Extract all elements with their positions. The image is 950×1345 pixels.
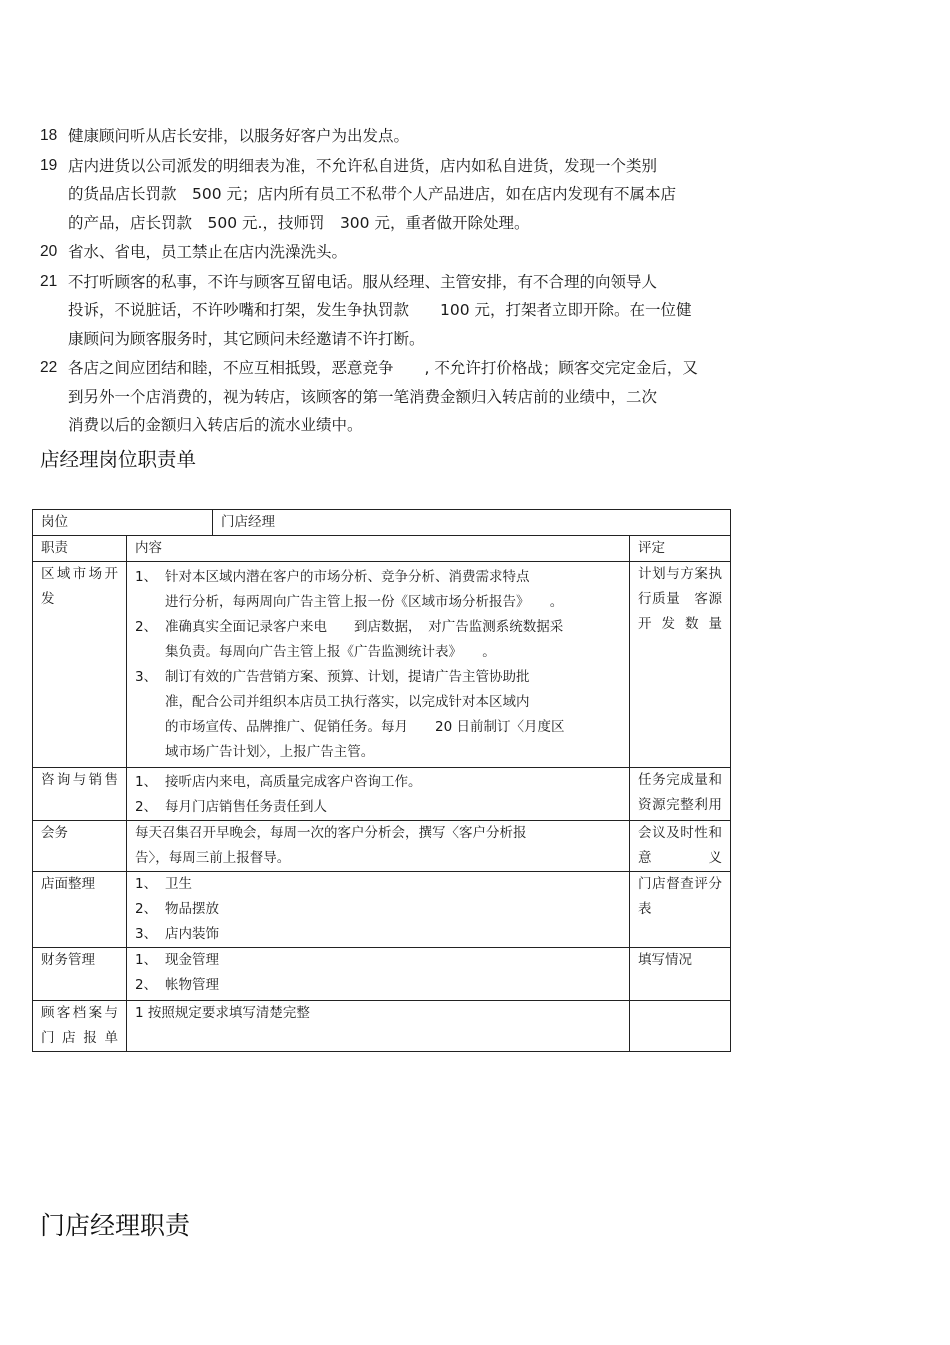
content-line: 1 按照规定要求填写清楚完整 bbox=[135, 1005, 310, 1021]
rule-item bbox=[40, 122, 800, 151]
rule-item bbox=[40, 354, 800, 440]
item-number: 3、 bbox=[135, 926, 158, 942]
eval-cell: 计划与方案执行质量 客源开发数量 bbox=[630, 562, 731, 768]
rules-list bbox=[40, 122, 800, 441]
content-cell bbox=[127, 562, 630, 768]
item-text: 帐物管理 bbox=[165, 977, 219, 993]
table-row bbox=[33, 1001, 731, 1052]
content-header: 内容 bbox=[127, 536, 630, 562]
item-line: 准，配合公司并组织本店员工执行落实，以完成针对本区域内 bbox=[165, 694, 530, 710]
item-text bbox=[165, 565, 621, 615]
rule-line: 省水、省电，员工禁止在店内洗澡洗头。 bbox=[68, 243, 348, 261]
item-line: 进行分析，每两周向广告主管上报一份《区域市场分析报告》 。 bbox=[165, 594, 564, 610]
rule-item bbox=[40, 152, 800, 238]
rule-line: 不打听顾客的私事，不许与顾客互留电话。服从经理、主管安排，有不合理的向领导人 bbox=[68, 272, 658, 291]
item-text: 接听店内来电，高质量完成客户咨询工作。 bbox=[165, 774, 422, 790]
rule-text bbox=[68, 354, 800, 440]
duty-cell: 咨询与销售 bbox=[33, 768, 127, 821]
rule-number: 18 bbox=[40, 127, 58, 144]
table-row bbox=[33, 768, 731, 821]
content-cell bbox=[127, 768, 630, 821]
content-item bbox=[135, 565, 621, 615]
rule-item bbox=[40, 238, 800, 267]
content-cell bbox=[127, 872, 630, 948]
duty-cell: 财务管理 bbox=[33, 948, 127, 1001]
table-row bbox=[33, 562, 731, 768]
rule-line: 的产品，店长罚款 500 元.，技师罚 300 元，重者做开除处理。 bbox=[68, 213, 530, 232]
item-text: 物品摆放 bbox=[165, 901, 219, 917]
table-row bbox=[33, 821, 731, 872]
content-item bbox=[135, 872, 621, 897]
item-line: 域市场广告计划〉，上报广告主管。 bbox=[165, 744, 375, 760]
content-item bbox=[135, 897, 621, 922]
rule-number: 19 bbox=[40, 156, 58, 174]
content-item bbox=[135, 948, 621, 973]
content-cell bbox=[127, 1001, 630, 1052]
rule-line: 健康顾问听从店长安排，以服务好客户为出发点。 bbox=[68, 127, 410, 145]
item-text bbox=[165, 665, 621, 765]
table-header-row bbox=[33, 536, 731, 562]
item-text: 现金管理 bbox=[165, 952, 219, 968]
content-item bbox=[135, 922, 621, 947]
item-line: 针对本区域内潜在客户的市场分析、竞争分析、消费需求特点 bbox=[165, 569, 530, 585]
item-line: 集负责。每周向广告主管上报《广告监测统计表》 。 bbox=[165, 644, 496, 660]
item-text: 卫生 bbox=[165, 876, 192, 892]
content-item bbox=[135, 665, 621, 765]
duty-cell: 店面整理 bbox=[33, 872, 127, 948]
eval-cell bbox=[630, 1001, 731, 1052]
rule-line: 康顾问为顾客服务时，其它顾问未经邀请不许打断。 bbox=[68, 329, 425, 348]
content-item bbox=[135, 973, 621, 998]
position-value: 门店经理 bbox=[213, 510, 731, 536]
item-number: 3、 bbox=[135, 669, 158, 685]
section-title: 门店经理职责 bbox=[40, 1211, 191, 1240]
rule-line: 店内进货以公司派发的明细表为准，不允许私自进货，店内如私自进货，发现一个类别 bbox=[68, 156, 658, 175]
item-number: 1、 bbox=[135, 569, 158, 585]
rule-number: 21 bbox=[40, 272, 58, 290]
rule-text bbox=[68, 152, 800, 238]
content-item bbox=[135, 615, 621, 665]
eval-cell: 门店督查评分表 bbox=[630, 872, 731, 948]
duty-cell: 顾客档案与门店报单 bbox=[33, 1001, 127, 1052]
rule-number: 20 bbox=[40, 243, 58, 260]
rule-line: 各店之间应团结和睦，不应互相抵毁，恶意竞争 , 不允许打价格战；顾客交完定金后，又 bbox=[68, 359, 698, 377]
item-number: 1、 bbox=[135, 876, 158, 892]
content-item bbox=[135, 770, 621, 795]
section-title: 店经理岗位职责单 bbox=[40, 448, 197, 471]
content-cell bbox=[127, 821, 630, 872]
duty-cell: 区域市场开发 bbox=[33, 562, 127, 768]
eval-cell: 任务完成量和资源完整利用 bbox=[630, 768, 731, 821]
eval-cell: 会议及时性和意义 bbox=[630, 821, 731, 872]
duty-header: 职责 bbox=[33, 536, 127, 562]
rule-line: 投诉，不说脏话，不许吵嘴和打架，发生争执罚款 100 元，打架者立即开除。在一位健 bbox=[68, 301, 692, 319]
item-line: 准确真实全面记录客户来电 到店数据， 对广告监测系统数据采 bbox=[165, 619, 564, 635]
item-line: 制订有效的广告营销方案、预算、计划，提请广告主管协助批 bbox=[165, 669, 530, 685]
table-row bbox=[33, 948, 731, 1001]
item-number: 2、 bbox=[135, 799, 158, 815]
rule-text bbox=[68, 238, 800, 267]
rule-line: 到另外一个店消费的，视为转店，该顾客的第一笔消费金额归入转店前的业绩中，二次 bbox=[68, 387, 658, 406]
item-number: 1、 bbox=[135, 774, 158, 790]
rule-item bbox=[40, 268, 800, 354]
item-text bbox=[165, 615, 621, 665]
item-line: 的市场宣传、品牌推广、促销任务。每月 20 日前制订〈月度区 bbox=[165, 719, 565, 735]
table-row bbox=[33, 510, 731, 536]
item-number: 1、 bbox=[135, 952, 158, 968]
rule-text bbox=[68, 122, 800, 151]
table-row bbox=[33, 872, 731, 948]
item-number: 2、 bbox=[135, 901, 158, 917]
duty-table bbox=[32, 509, 731, 1052]
content-line: 每天召集召开早晚会，每周一次的客户分析会，撰写〈客户分析报 bbox=[135, 825, 527, 841]
duty-cell: 会务 bbox=[33, 821, 127, 872]
content-cell bbox=[127, 948, 630, 1001]
content-item bbox=[135, 795, 621, 820]
item-number: 2、 bbox=[135, 619, 158, 635]
eval-header: 评定 bbox=[630, 536, 731, 562]
rule-line: 消费以后的金额归入转店后的流水业绩中。 bbox=[68, 416, 363, 434]
eval-cell: 填写情况 bbox=[630, 948, 731, 1001]
content-line: 告〉，每周三前上报督导。 bbox=[135, 850, 291, 866]
item-text: 店内装饰 bbox=[165, 926, 219, 942]
rule-number: 22 bbox=[40, 359, 58, 376]
position-label: 岗位 bbox=[33, 510, 213, 536]
item-text: 每月门店销售任务责任到人 bbox=[165, 799, 327, 815]
rule-text bbox=[68, 268, 800, 354]
rule-line: 的货品店长罚款 500 元；店内所有员工不私带个人产品进店，如在店内发现有不属本店 bbox=[68, 185, 677, 203]
item-number: 2、 bbox=[135, 977, 158, 993]
